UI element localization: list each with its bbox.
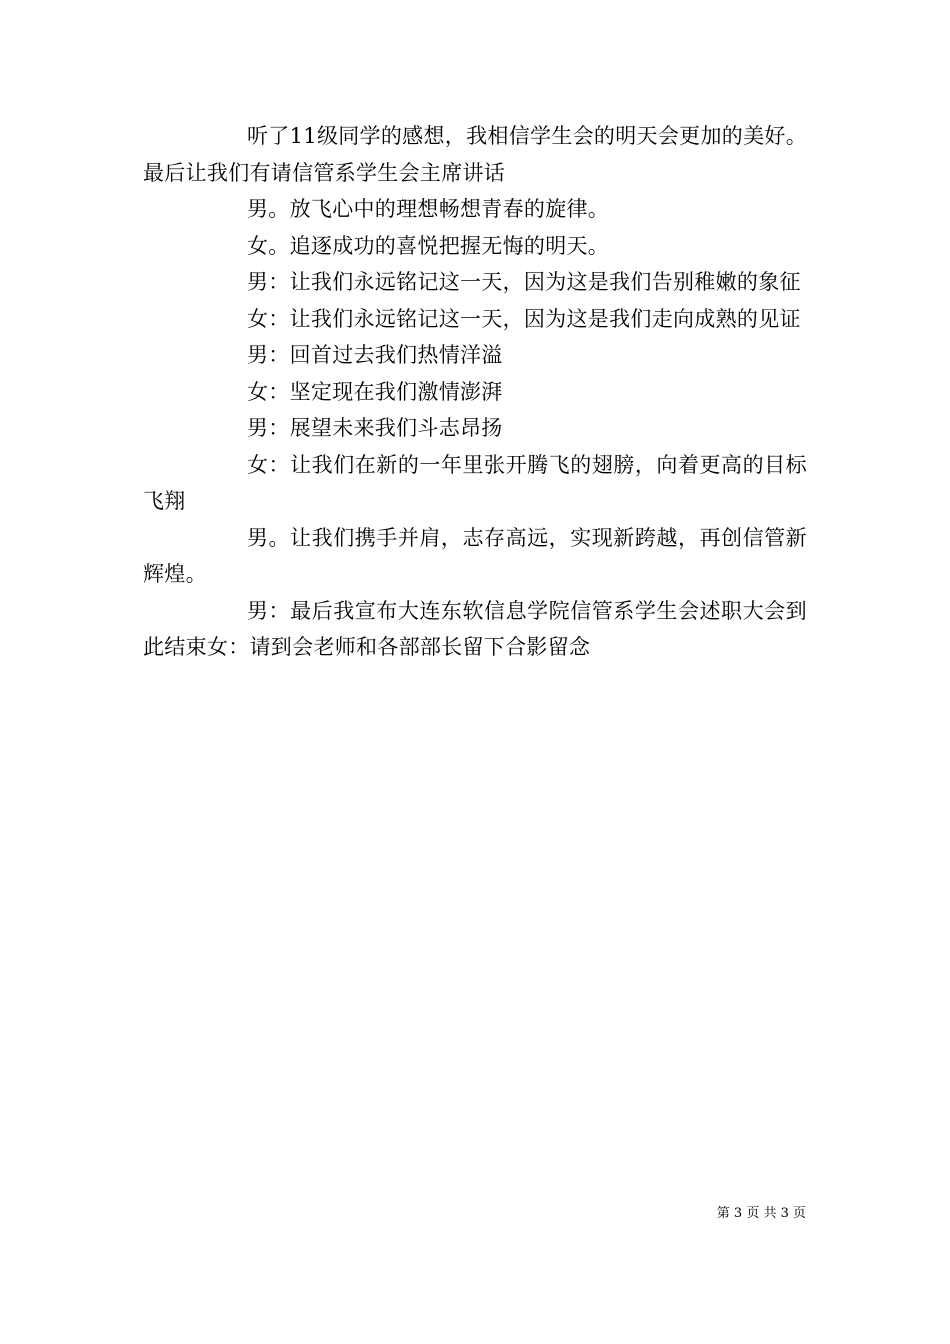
paragraph: 男：展望未来我们斗志昂扬 [247, 416, 503, 440]
paragraph: 男。让我们携手并肩，志存高远，实现新跨越，再创信管新辉煌。 [143, 525, 807, 586]
paragraph: 男：最后我宣布大连东软信息学院信管系学生会述职大会到此结束女：请到会老师和各部部长留下合影留念 [143, 598, 807, 659]
document-body [143, 118, 807, 666]
paragraph: 男：回首过去我们热情洋溢 [247, 343, 503, 367]
page-number-footer: 第 3 页 共 3 页 [716, 1206, 806, 1221]
paragraph: 男：让我们永远铭记这一天，因为这是我们告别稚嫩的象征 [247, 270, 801, 294]
paragraph: 女。追逐成功的喜悦把握无悔的明天。 [247, 233, 610, 258]
paragraph: 女：让我们在新的一年里张开腾飞的翅膀，向着更高的目标飞翔 [143, 452, 807, 513]
paragraph: 女：让我们永远铭记这一天，因为这是我们走向成熟的见证 [247, 306, 801, 331]
paragraph: 男。放飞心中的理想畅想青春的旋律。 [247, 197, 610, 221]
paragraph: 听了11级同学的感想，我相信学生会的明天会更加的美好。最后让我们有请信管系学生会主席讲话 [143, 124, 807, 185]
paragraph: 女：坚定现在我们激情澎湃 [247, 379, 503, 404]
